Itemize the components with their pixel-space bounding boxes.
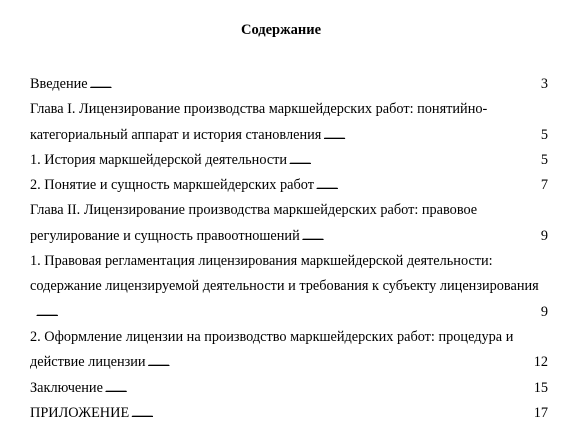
- toc-entry-appendix[interactable]: [30, 401, 548, 426]
- toc-entry-label: содержание лицензируемой деятельности и требования к субъекту лицензирования: [30, 278, 539, 295]
- toc-entry-section-2-1[interactable]: [30, 300, 548, 325]
- toc-entry-section-1-2[interactable]: [30, 173, 548, 198]
- toc-entry-label: ПРИЛОЖЕНИЕ: [30, 404, 130, 421]
- toc-entry-label: 1. Правовая регламентация лицензирования маркшейдерской деятельности:: [30, 253, 493, 270]
- toc-entry-page: 15: [533, 379, 548, 396]
- dot-leader: [289, 148, 536, 174]
- toc-entry-label: 1. История маркшейдерской деятельности: [30, 151, 288, 168]
- table-of-contents: [30, 72, 548, 426]
- toc-entry-page: 7: [540, 177, 548, 194]
- dot-leader: [323, 123, 536, 149]
- toc-entry-page: 9: [540, 227, 548, 244]
- toc-entry-page: 3: [540, 76, 548, 92]
- toc-entry-label: действие лицензии: [30, 354, 146, 371]
- dot-leader: [105, 376, 532, 402]
- toc-entry-label: Введение: [30, 76, 88, 92]
- toc-entry-introduction[interactable]: [30, 72, 548, 97]
- toc-entry-page: 9: [540, 303, 548, 320]
- toc-entry-page: 12: [533, 354, 548, 371]
- toc-entry-page: 17: [533, 404, 548, 421]
- toc-entry-page: 5: [540, 126, 548, 143]
- toc-entry-label: категориальный аппарат и история становления: [30, 126, 322, 143]
- toc-entry-section-2-2[interactable]: [30, 350, 548, 375]
- toc-entry-label: 2. Оформление лицензии на производство маркшейдерских работ: процедура и: [30, 328, 514, 345]
- toc-entry-label: регулирование и сущность правоотношений: [30, 227, 300, 244]
- toc-entry-section-1-1[interactable]: [30, 148, 548, 173]
- dot-leader: [148, 350, 532, 376]
- toc-entry-chapter-1-line-1[interactable]: [30, 97, 548, 122]
- toc-entry-conclusion[interactable]: [30, 376, 548, 401]
- dot-leader: [302, 224, 536, 250]
- toc-entry-chapter-1[interactable]: [30, 123, 548, 148]
- dot-leader: [316, 173, 536, 199]
- toc-entry-section-2-2-line-1[interactable]: [30, 325, 548, 350]
- dot-leader: [131, 401, 532, 427]
- toc-title: Содержание: [240, 22, 322, 38]
- dot-leader: [36, 300, 536, 326]
- toc-entry-chapter-2-line-1[interactable]: [30, 198, 548, 223]
- toc-entry-label: Глава II. Лицензирование производства маркшейдерских работ: правовое: [30, 202, 478, 219]
- toc-entry-label: Глава I. Лицензирование производства маркшейдерских работ: понятийно-: [30, 101, 488, 118]
- toc-entry-section-2-1-line-1[interactable]: [30, 249, 548, 274]
- toc-entry-section-2-1-line-2[interactable]: [30, 274, 548, 299]
- toc-entry-page: 5: [540, 151, 548, 168]
- dot-leader: [90, 72, 536, 98]
- toc-entry-label: 2. Понятие и сущность маркшейдерских работ: [30, 177, 315, 194]
- toc-entry-label: Заключение: [30, 379, 103, 396]
- toc-entry-chapter-2[interactable]: [30, 224, 548, 249]
